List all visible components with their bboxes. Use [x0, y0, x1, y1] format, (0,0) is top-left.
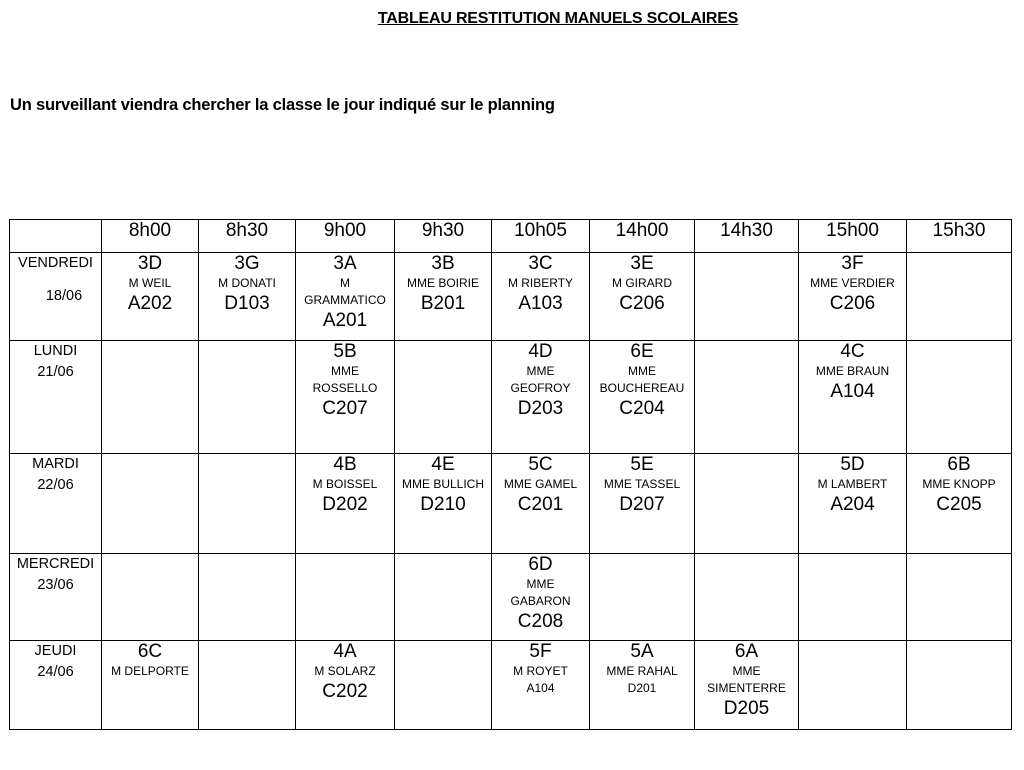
time-header: 14h30: [695, 220, 799, 253]
room-number: A104: [526, 681, 555, 695]
time-header: 10h05: [492, 220, 590, 253]
teacher-name: M DELPORTE: [111, 664, 189, 678]
room-number: C206: [829, 293, 876, 314]
class-name: 3G: [234, 253, 260, 274]
day-name: LUNDI: [33, 343, 78, 359]
slot-cell: [296, 454, 395, 554]
class-name: 4C: [840, 341, 865, 362]
empty-slot-cell: [395, 341, 492, 454]
room-number: D201: [627, 681, 657, 695]
empty-slot-cell: [695, 554, 799, 641]
slot-cell: [799, 341, 907, 454]
teacher-name: M SOLARZ: [314, 664, 376, 678]
slot-cell: [492, 554, 590, 641]
day-date: 24/06: [37, 664, 74, 680]
class-name: 6D: [528, 554, 553, 575]
day-date: 23/06: [37, 577, 74, 593]
room-number: A104: [830, 381, 875, 402]
schedule-row: [10, 641, 1012, 730]
slot-cell: [492, 253, 590, 341]
schedule-row: [10, 341, 1012, 454]
slot-cell: [492, 341, 590, 454]
room-number: C208: [517, 611, 564, 632]
teacher-name: MME BULLICH: [401, 477, 484, 491]
teacher-name: MME: [331, 364, 359, 378]
time-header: 8h30: [199, 220, 296, 253]
class-name: 5A: [630, 641, 654, 662]
slot-cell: [395, 253, 492, 341]
slot-cell: [102, 641, 199, 730]
instruction-text: Un surveillant viendra chercher la classe le jour indiqué sur le planning: [10, 96, 555, 114]
slot-cell: [590, 454, 695, 554]
empty-slot-cell: [799, 554, 907, 641]
teacher-name: M WEIL: [128, 276, 172, 290]
class-name: 3A: [333, 253, 357, 274]
teacher-name: M ROYET: [513, 664, 568, 678]
teacher-name: ROSSELLO: [312, 381, 378, 395]
class-name: 6E: [630, 341, 654, 362]
class-name: 3B: [431, 253, 455, 274]
slot-cell: [199, 253, 296, 341]
time-header: 15h00: [799, 220, 907, 253]
empty-slot-cell: [102, 454, 199, 554]
empty-slot-cell: [199, 454, 296, 554]
class-name: 5F: [529, 641, 552, 662]
class-name: 4B: [333, 454, 357, 475]
teacher-name: M LAMBERT: [817, 477, 888, 491]
slot-cell: [102, 253, 199, 341]
schedule-body: [10, 253, 1012, 730]
slot-cell: [590, 641, 695, 730]
teacher-name: MME GAMEL: [503, 477, 578, 491]
slot-cell: [907, 454, 1012, 554]
slot-cell: [799, 253, 907, 341]
day-name: MARDI: [32, 456, 79, 472]
empty-slot-cell: [395, 554, 492, 641]
teacher-name: MME: [732, 664, 761, 678]
class-name: 4E: [431, 454, 455, 475]
empty-slot-cell: [199, 554, 296, 641]
day-name: JEUDI: [34, 643, 77, 659]
room-number: D202: [322, 494, 368, 515]
room-number: C207: [322, 398, 368, 419]
class-name: 3C: [528, 253, 553, 274]
class-name: 3D: [137, 253, 163, 274]
day-cell: [10, 253, 102, 341]
teacher-name: MME RAHAL: [606, 664, 678, 678]
day-name: MERCREDI: [16, 556, 95, 572]
room-number: C205: [936, 494, 982, 515]
teacher-name: M DONATI: [218, 276, 276, 290]
room-number: B201: [420, 293, 466, 314]
teacher-name: MME BRAUN: [815, 364, 890, 378]
empty-slot-cell: [296, 554, 395, 641]
class-name: 5E: [630, 454, 654, 475]
empty-slot-cell: [907, 341, 1012, 454]
room-number: D207: [619, 494, 665, 515]
day-cell: [10, 554, 102, 641]
teacher-name: BOUCHEREAU: [599, 381, 685, 395]
room-number: D203: [517, 398, 564, 419]
empty-slot-cell: [695, 341, 799, 454]
slot-cell: [492, 641, 590, 730]
teacher-name: GEOFROY: [510, 381, 571, 395]
teacher-name: MME: [628, 364, 656, 378]
slot-cell: [799, 454, 907, 554]
class-name: 4A: [333, 641, 357, 662]
empty-slot-cell: [199, 641, 296, 730]
teacher-name: M RIBERTY: [507, 276, 574, 290]
class-name: 5D: [840, 454, 865, 475]
slot-cell: [590, 253, 695, 341]
time-header: 14h00: [590, 220, 695, 253]
class-name: 3F: [841, 253, 864, 274]
room-number: C202: [322, 681, 368, 702]
teacher-name: MME: [526, 577, 555, 591]
schedule-row: [10, 253, 1012, 341]
empty-slot-cell: [199, 341, 296, 454]
room-number: C204: [619, 398, 665, 419]
schedule-table: [9, 219, 1012, 730]
empty-slot-cell: [907, 554, 1012, 641]
time-header: 15h30: [907, 220, 1012, 253]
teacher-name: M GIRARD: [612, 276, 672, 290]
room-number: A202: [127, 293, 173, 314]
empty-slot-cell: [395, 641, 492, 730]
day-cell: [10, 454, 102, 554]
class-name: 5B: [333, 341, 357, 362]
teacher-name: M: [340, 276, 350, 290]
time-header: 8h00: [102, 220, 199, 253]
room-number: D210: [420, 494, 466, 515]
empty-slot-cell: [590, 554, 695, 641]
teacher-name: GABARON: [510, 594, 571, 608]
day-cell: [10, 641, 102, 730]
empty-slot-cell: [907, 641, 1012, 730]
room-number: D205: [723, 698, 770, 719]
teacher-name: SIMENTERRE: [707, 681, 786, 695]
room-number: D103: [224, 293, 270, 314]
schedule-row: [10, 454, 1012, 554]
slot-cell: [395, 454, 492, 554]
teacher-name: M BOISSEL: [312, 477, 378, 491]
empty-slot-cell: [799, 641, 907, 730]
teacher-name: GRAMMATICO: [304, 293, 386, 307]
room-number: A201: [322, 310, 368, 331]
class-name: 3E: [630, 253, 654, 274]
class-name: 6A: [734, 641, 759, 662]
day-date: 18/06: [45, 288, 83, 304]
teacher-name: MME BOIRIE: [406, 276, 479, 290]
room-number: C201: [517, 494, 564, 515]
slot-cell: [296, 641, 395, 730]
empty-slot-cell: [102, 341, 199, 454]
teacher-name: MME: [526, 364, 555, 378]
day-date: 22/06: [37, 477, 74, 493]
room-number: C206: [619, 293, 665, 314]
day-cell: [10, 341, 102, 454]
slot-cell: [492, 454, 590, 554]
empty-slot-cell: [102, 554, 199, 641]
class-name: 4D: [528, 341, 553, 362]
room-number: A103: [518, 293, 563, 314]
time-header-row: [10, 220, 1012, 253]
document-title: TABLEAU RESTITUTION MANUELS SCOLAIRES: [377, 10, 739, 27]
class-name: 6B: [947, 454, 971, 475]
teacher-name: MME VERDIER: [810, 276, 895, 290]
slot-cell: [590, 341, 695, 454]
schedule-row: [10, 554, 1012, 641]
slot-cell: [695, 641, 799, 730]
empty-slot-cell: [695, 253, 799, 341]
class-name: 6C: [137, 641, 163, 662]
day-date: 21/06: [37, 364, 74, 380]
day-name: VENDREDI: [18, 255, 93, 271]
time-header: 9h30: [395, 220, 492, 253]
slot-cell: [296, 253, 395, 341]
room-number: A204: [830, 494, 875, 515]
teacher-name: MME TASSEL: [603, 477, 681, 491]
time-header: 9h00: [296, 220, 395, 253]
class-name: 5C: [528, 454, 553, 475]
slot-cell: [296, 341, 395, 454]
empty-slot-cell: [907, 253, 1012, 341]
corner-cell: [10, 220, 102, 253]
empty-slot-cell: [695, 454, 799, 554]
teacher-name: MME KNOPP: [922, 477, 996, 491]
